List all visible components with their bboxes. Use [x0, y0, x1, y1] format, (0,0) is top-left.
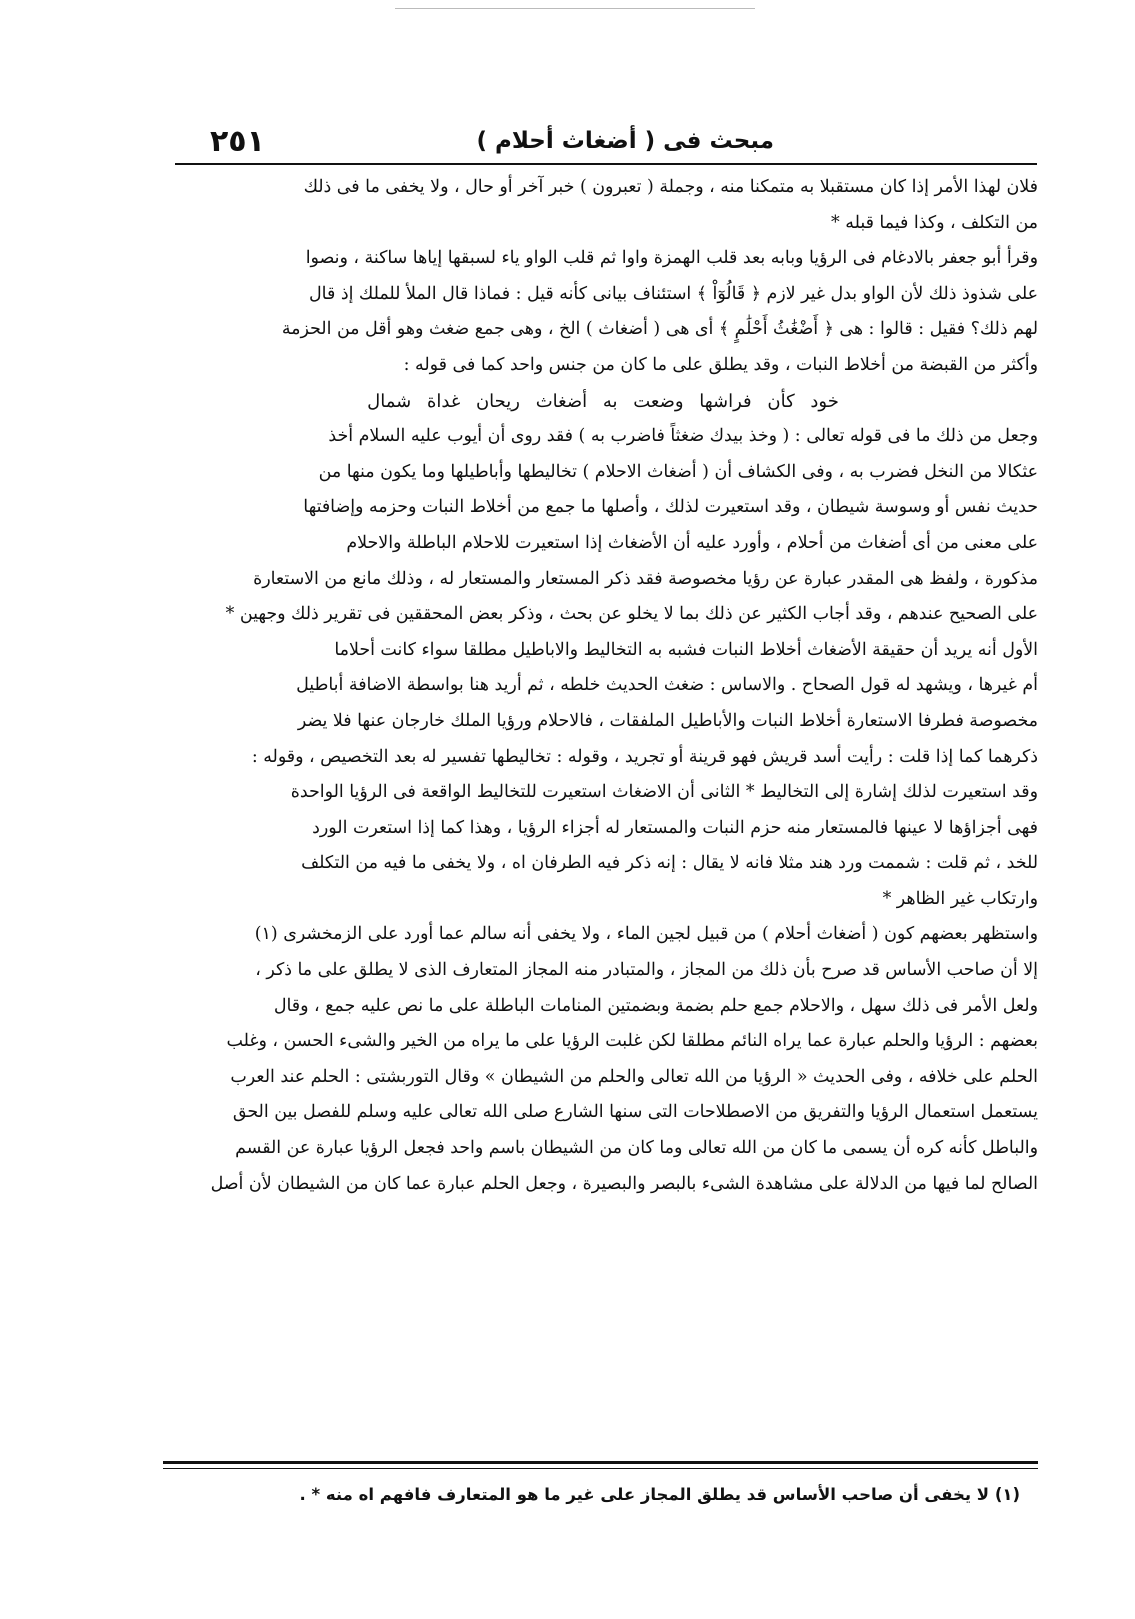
- running-title: مبحث فى ( أضغاث أحلام ): [476, 128, 774, 154]
- text-line: يستعمل استعمال الرؤيا والتفريق من الاصطلاحات التى سنها الشارع صلى الله تعالى عليه وسلم للفصل بين الحق: [232, 1102, 1038, 1123]
- text-line: الصالح لما فيها من الدلالة على مشاهدة الشىء بالبصر والبصيرة ، وجعل الحلم عبارة عما كان من الشيطان لأن أصل: [210, 1173, 1038, 1194]
- text-line: الأول أنه يريد أن حقيقة الأضغاث أخلاط النبات فشبه به التخاليط والاباطيل مطلقا سواء كانت أحلاما: [334, 639, 1038, 660]
- top-edge-rule: [395, 8, 755, 9]
- text-line: والباطل كأنه كره أن يسمى ما كان من الله تعالى وما كان من الشيطان باسم واحد فجعل الرؤيا عبارة عن القسم: [235, 1138, 1038, 1159]
- text-line: للخد ، ثم قلت : شممت ورد هند مثلا فانه لا يقال : إنه ذكر فيه الطرفان اه ، ولا يخفى ما فيه من التكلف: [301, 853, 1038, 874]
- footnote-separator-thin: [163, 1468, 1038, 1469]
- text-line: على الصحيح عندهم ، وقد أجاب الكثير عن ذلك بما لا يخلو عن بحث ، وذكر بعض المحققين فى تقرير ذلك وجهين *: [225, 604, 1038, 625]
- text-line: عثكالا من النخل فضرب به ، وفى الكشاف أن ( أضغاث الاحلام ) تخاليطها وأباطيلها وما يكون منها من: [318, 461, 1038, 482]
- text-line: لهم ذلك؟ فقيل : قالوا : هى ﴿ أَضْغَٰثُ أَحْلَٰمٍ ﴾ أى هى ( أضغاث ) الخ ، وهى جمع ضغث وهو أقل من الحزمة: [281, 319, 1038, 340]
- page-header: [178, 120, 1036, 162]
- text-line: ولعل الأمر فى ذلك سهل ، والاحلام جمع حلم بضمة وبضمتين المنامات الباطلة على ما نص عليه جمع ، وقال: [273, 995, 1038, 1016]
- header-rule: [175, 163, 1037, 165]
- text-line: على شذوذ ذلك لأن الواو بدل غير لازم ﴿ قَالُوٓاْ ﴾ استئناف بيانى كأنه قيل : فماذا قال الملأ للملك إذ قال: [309, 283, 1038, 304]
- text-line: حديث نفس أو وسوسة شيطان ، وقد استعيرت لذلك ، وأصلها ما جمع من أخلاط النبات وحزمه وإضافتها: [303, 497, 1038, 518]
- main-text-block: [168, 170, 1038, 1202]
- text-line: أم غيرها ، ويشهد له قول الصحاح . والاساس : ضغث الحديث خلطه ، ثم أريد هنا بواسطة الاضافة أباطيل: [296, 675, 1038, 696]
- text-line: واستظهر بعضهم كون ( أضغاث أحلام ) من قبيل لجين الماء ، ولا يخفى أنه سالم عما أورد على الزمخشرى (١): [254, 924, 1038, 945]
- poetry-verse: خود كأن فراشها وضعت به أضغاث ريحان غداة شمال: [367, 390, 839, 412]
- text-line: وقرأ أبو جعفر بالادغام فى الرؤيا وبابه بعد قلب الهمزة واوا ثم قلب الواو ياء لسبقها إياها ساكنة ، ونصوا: [305, 248, 1038, 269]
- text-line: وقد استعيرت لذلك إشارة إلى التخاليط * الثانى أن الاضغاث استعيرت للتخاليط الواقعة فى الرؤيا الواحدة: [290, 782, 1038, 803]
- text-line: إلا أن صاحب الأساس قد صرح بأن ذلك من المجاز ، والمتبادر منه المجاز المتعارف الذى لا يطلق على ما ذكر ،: [255, 960, 1038, 981]
- text-line: وجعل من ذلك ما فى قوله تعالى : ( وخذ بيدك ضغثاً فاضرب به ) فقد روى أن أيوب عليه السلام أخذ: [328, 426, 1038, 447]
- text-line: على معنى من أى أضغاث من أحلام ، وأورد عليه أن الأضغاث إذا استعيرت للاحلام الباطلة والاحلام: [346, 532, 1038, 553]
- text-line: وارتكاب غير الظاهر *: [882, 888, 1038, 909]
- text-line: مخصوصة فطرفا الاستعارة أخلاط النبات والأباطيل الملفقات ، فالاحلام ورؤيا الملك خارجان عنها فلا يضر: [297, 710, 1038, 731]
- footnote-separator-thick: [163, 1461, 1038, 1464]
- text-line: فهى أجزاؤها لا عينها فالمستعار منه حزم النبات والمستعار له أجزاء الرؤيا ، وهذا كما إذا استعرت الورد: [312, 817, 1038, 838]
- text-line: مذكورة ، ولفظ هى المقدر عبارة عن رؤيا مخصوصة فقد ذكر المستعار والمستعار له ، وذلك مانع من الاستعارة: [253, 568, 1038, 589]
- text-line: بعضهم : الرؤيا والحلم عبارة عما يراه النائم مطلقا لكن غلبت الرؤيا على ما يراه من الخير والشىء الحسن ، وغلب: [226, 1031, 1038, 1052]
- text-line: فلان لهذا الأمر إذا كان مستقبلا به متمكنا منه ، وجملة ( تعبرون ) خبر آخر أو حال ، ولا يخفى ما فى ذلك: [303, 177, 1038, 197]
- footnote: (١) لا يخفى أن صاحب الأساس قد يطلق المجاز على غير ما هو المتعارف فافهم اه منه * .: [299, 1485, 1020, 1504]
- text-line: وأكثر من القبضة من أخلاط النبات ، وقد يطلق على ما كان من جنس واحد كما فى قوله :: [403, 354, 1038, 375]
- text-line: من التكلف ، وكذا فيما قبله *: [831, 212, 1038, 233]
- text-line: ذكرهما كما إذا قلت : رأيت أسد قريش فهو قرينة أو تجريد ، وقوله : تخاليطها تفسير له بعد التخصيص ، وقوله :: [251, 746, 1038, 767]
- page-number: ٢٥١: [210, 123, 265, 159]
- text-line: الحلم على خلافه ، وفى الحديث « الرؤيا من الله تعالى والحلم من الشيطان » وقال التوربشتى : الحلم عند العرب: [230, 1066, 1038, 1087]
